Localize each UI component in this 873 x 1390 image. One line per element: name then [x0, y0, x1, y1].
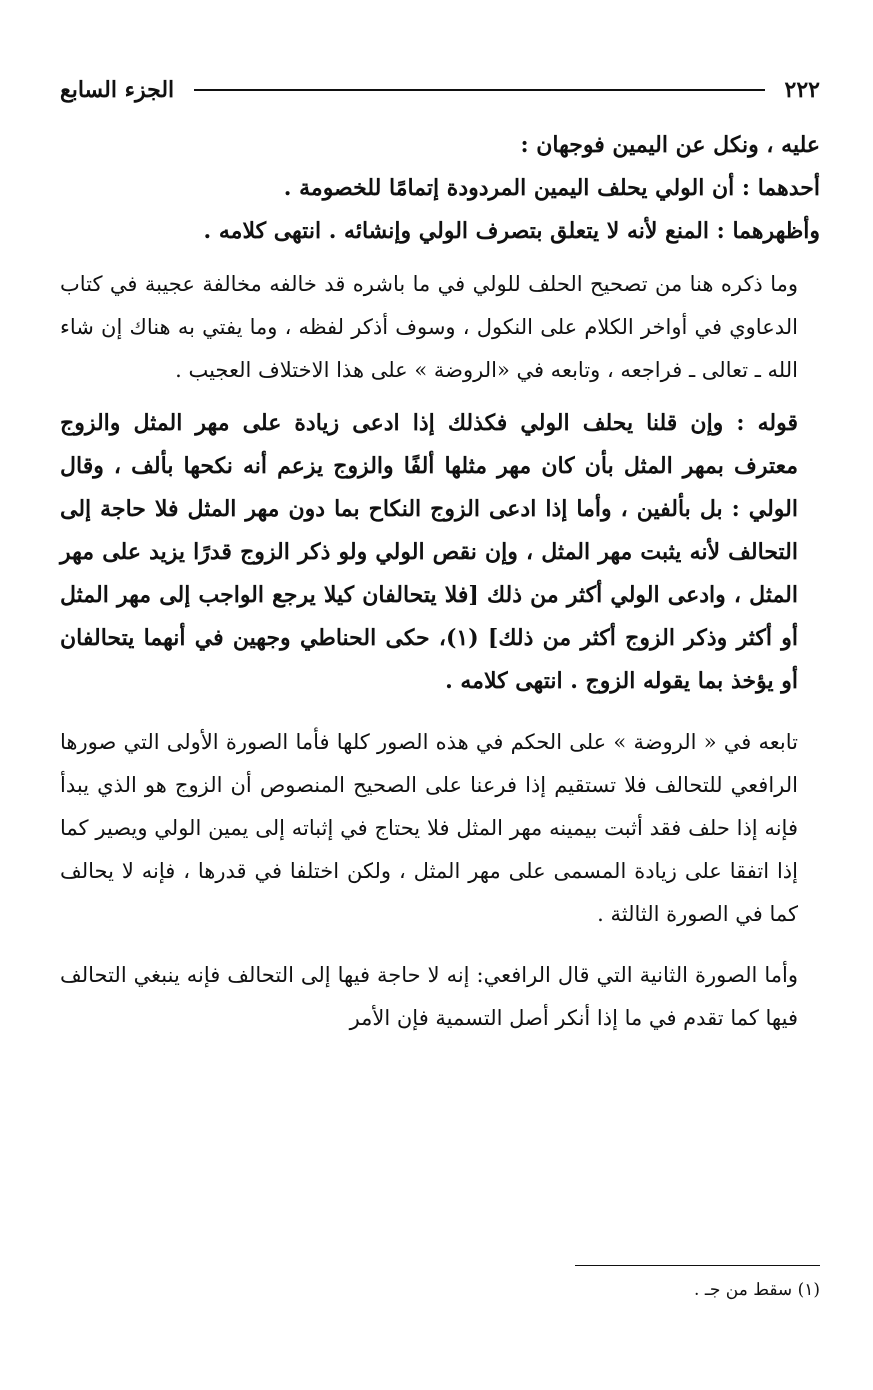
page-body — [60, 70, 820, 1040]
commentary-paragraph: وما ذكره هنا من تصحيح الحلف للولي في ما باشره قد خالفه مخالفة عجيبة في كتاب الدعاوي في أواخر الكلام على النكول ، وسوف أذكر لفظه ، وما يفتي به هناك إن شاء الله ـ تعالى ـ فراجعه ، وتابعه في «الروضة » على هذا الاختلاف العجيب . — [60, 272, 798, 382]
footnote: (١) سقط من جـ . — [694, 1280, 820, 1300]
spacer — [60, 703, 820, 721]
text-line: وأظهرهما : المنع لأنه لا يتعلق بتصرف الولي وإنشائه . انتهى كلامه . — [203, 218, 820, 244]
commentary-paragraph: وأما الصورة الثانية التي قال الرافعي: إنه لا حاجة فيها إلى التحالف فإنه ينبغي التحالف فيها كما تقدم في ما إذا أنكر أصل التسمية فإن الأمر — [60, 963, 798, 1030]
running-header — [60, 70, 820, 110]
spacer — [60, 253, 820, 263]
page-number: ٢٢٢ — [784, 77, 820, 103]
header-rule — [194, 89, 764, 91]
text-line: عليه ، ونكل عن اليمين فوجهان : — [520, 132, 820, 158]
spacer — [60, 392, 820, 402]
spacer — [60, 936, 820, 954]
quoted-paragraph: قوله : وإن قلنا يحلف الولي فكذلك إذا ادعى زيادة على مهر المثل والزوج معترف بمهر المثل بأن كان مهر مثلها ألفًا والزوج يزعم أنه نكحها بألف ، وقال الولي : بل بألفين ، وأما إذا ادعى الزوج النكاح بما دون مهر المثل فلا حاجة إلى التحالف لأنه يثبت مهر المثل ، وإن نقص الولي ولو ذكر الزوج قدرًا يزيد على مهر المثل ، وادعى الولي أكثر من ذلك [فلا يتحالفان كيلا يرجع الواجب إلى مهر المثل أو أكثر وذكر الزوج أكثر من ذلك] (١)، حكى الحناطي وجهين في أنهما يتحالفان أو يؤخذ بما يقوله الزوج . انتهى كلامه . — [60, 410, 799, 694]
commentary-paragraph: تابعه في « الروضة » على الحكم في هذه الصور كلها فأما الصورة الأولى التي صورها الرافعي للتحالف فلا تستقيم إذا فرعنا على الصحيح المنصوص أن الزوج هو الذي يبدأ فإنه إذا حلف فقد أثبت بيمينه مهر المثل فلا يحتاج في إثباته إلى يمين الولي ويصير كما إذا اتفقا على زيادة المسمى على مهر المثل ، ولكن اختلفا في قدرها ، فإنه لا يحالف كما في الصورة الثالثة . — [60, 730, 798, 926]
text-line: أحدهما : أن الولي يحلف اليمين المردودة إتمامًا للخصومة . — [283, 175, 820, 201]
footnote-rule — [575, 1265, 820, 1266]
running-title: الجزء السابع — [60, 77, 175, 103]
